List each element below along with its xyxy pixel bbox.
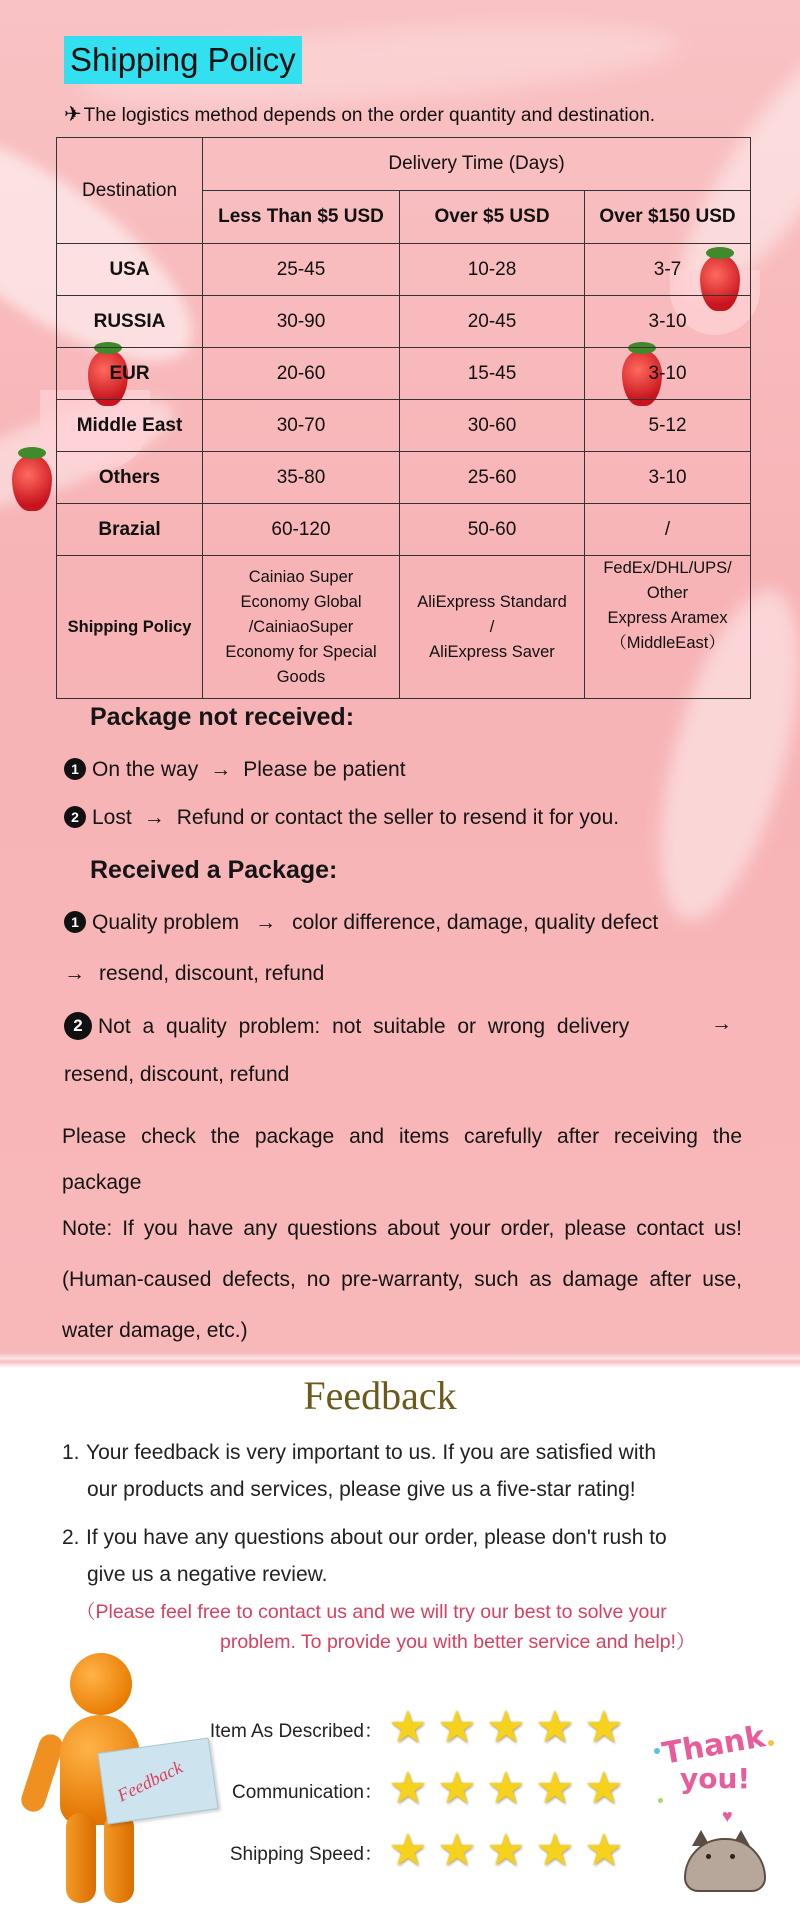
table-cell: 25-45	[203, 244, 400, 296]
policy-line: FedEx/DHL/UPS/	[603, 559, 732, 577]
shipping-policy-label: Shipping Policy	[57, 556, 203, 699]
table-row	[57, 244, 751, 296]
rating-label: Communication：	[232, 1782, 383, 1803]
item-text: color difference, damage, quality defect	[292, 911, 659, 934]
policy-line: Other	[646, 584, 689, 602]
star-icon[interactable]: ★	[535, 1825, 575, 1876]
column-header: Over $5 USD	[400, 191, 585, 244]
policy-line: AliExpress Standard	[417, 592, 567, 611]
item-text: Not a quality problem: not suitable or wrong delivery	[98, 1015, 630, 1038]
star-icon[interactable]: ★	[437, 1825, 477, 1876]
star-icon[interactable]: ★	[388, 1825, 428, 1876]
item-text: On the way	[92, 758, 199, 781]
item-text: resend, discount, refund	[99, 962, 325, 985]
item-text: If you have any questions about our order, please don't rush to	[86, 1526, 667, 1549]
feedback-note: （Please feel free to contact us and we will try our best to solve your	[76, 1601, 667, 1623]
received-item	[64, 911, 658, 935]
policy-cell	[400, 556, 585, 699]
star-icon[interactable]: ★	[437, 1702, 477, 1753]
thank-text: Thank	[659, 1719, 768, 1772]
feedback-sign	[98, 1738, 219, 1825]
star-icon[interactable]: ★	[535, 1763, 575, 1814]
not-received-item	[64, 806, 619, 830]
policy-line: /CainiaoSuper	[248, 617, 354, 636]
policy-line: AliExpress Saver	[429, 642, 555, 661]
star-icon[interactable]: ★	[486, 1702, 526, 1753]
column-header: Over $150 USD	[585, 191, 751, 244]
table-cell: /	[585, 504, 751, 556]
star-icon[interactable]: ★	[388, 1763, 428, 1814]
item-number: 1.	[62, 1441, 80, 1464]
policy-line: /	[489, 617, 495, 636]
destination-cell: Others	[57, 452, 203, 504]
table-cell: 60-120	[203, 504, 400, 556]
policy-cell	[203, 556, 400, 699]
feedback-note: problem. To provide you with better service and help!）	[220, 1631, 696, 1653]
table-cell: 30-90	[203, 296, 400, 348]
column-header: Less Than $5 USD	[203, 191, 400, 244]
not-received-item	[64, 758, 406, 782]
star-icon[interactable]: ★	[486, 1825, 526, 1876]
shipping-policy-row	[57, 556, 751, 699]
table-cell: 25-60	[400, 452, 585, 504]
feedback-item	[62, 1434, 742, 1508]
thank-you-cat-icon	[648, 1719, 788, 1908]
destination-header: Destination	[57, 138, 203, 244]
table-row	[57, 400, 751, 452]
feedback-title: Feedback	[303, 1373, 457, 1418]
star-icon[interactable]: ★	[388, 1702, 428, 1753]
destination-cell: Middle East	[57, 400, 203, 452]
star-icon[interactable]: ★	[437, 1763, 477, 1814]
table-cell: 3-10	[585, 452, 751, 504]
feedback-section	[0, 1368, 800, 1911]
table-cell: 3-10	[585, 348, 751, 400]
package-not-received-heading: Package not received:	[90, 703, 355, 731]
table-row	[57, 348, 751, 400]
table-cell: 3-7	[585, 244, 751, 296]
policy-line: （MiddleEast）	[610, 634, 725, 652]
page-title: Shipping Policy	[64, 36, 302, 84]
table-cell: 15-45	[400, 348, 585, 400]
arrow-right-icon: →	[255, 911, 277, 934]
item-text: resend, discount, refund	[64, 1063, 290, 1086]
item-text: our products and services, please give us a five-star rating!	[87, 1478, 636, 1501]
table-cell: 50-60	[400, 504, 585, 556]
star-icon[interactable]: ★	[584, 1825, 624, 1876]
received-item-continued	[64, 962, 324, 986]
destination-cell: EUR	[57, 348, 203, 400]
table-cell: 20-60	[203, 348, 400, 400]
destination-cell: RUSSIA	[57, 296, 203, 348]
table-row	[57, 452, 751, 504]
check-package-text: Please check the package and items carefully after receiving the package	[62, 1125, 742, 1194]
table-row	[57, 504, 751, 556]
rating-label: Item As Described：	[209, 1721, 383, 1742]
arrow-right-icon: →	[210, 758, 232, 781]
intro-text: The logistics method depends on the order quantity and destination.	[83, 105, 656, 126]
arrow-right-icon: →	[64, 962, 85, 985]
arrow-right-icon: →	[143, 806, 165, 829]
number-badge: 1	[64, 758, 86, 780]
cat-icon	[684, 1828, 762, 1888]
table-cell: 35-80	[203, 452, 400, 504]
policy-line: Economy for Special	[225, 642, 377, 661]
star-icon[interactable]: ★	[584, 1702, 624, 1753]
received-item	[64, 1012, 744, 1040]
star-icon[interactable]: ★	[535, 1702, 575, 1753]
number-badge: 2	[64, 1012, 92, 1040]
table-cell: 3-10	[585, 296, 751, 348]
item-text: Refund or contact the seller to resend it for you.	[176, 806, 620, 829]
policy-line: Goods	[276, 667, 326, 686]
feedback-item	[62, 1519, 742, 1593]
policy-line: Express Aramex	[607, 609, 728, 627]
note-text: Note: If you have any questions about your order, please contact us! (Human-caused defects, no pre-warranty, such as damage after use, water damage, etc.)	[62, 1217, 742, 1342]
item-text: Lost	[92, 806, 132, 829]
thank-text: you!	[680, 1762, 751, 1795]
policy-line: Economy Global	[240, 592, 362, 611]
airplane-icon: ✈	[64, 102, 82, 126]
heart-icon: ♥	[722, 1806, 733, 1826]
item-text: Please be patient	[243, 758, 406, 781]
rating-label: Shipping Speed：	[229, 1844, 383, 1865]
table-row	[57, 296, 751, 348]
received-item-continued	[64, 1063, 289, 1087]
delivery-time-header: Delivery Time (Days)	[203, 138, 751, 191]
item-text: give us a negative review.	[87, 1563, 328, 1586]
table-cell: 10-28	[400, 244, 585, 296]
section-divider	[0, 1352, 800, 1368]
number-badge: 2	[64, 806, 86, 828]
sign-text: Feedback	[113, 1756, 186, 1806]
item-text: Your feedback is very important to us. If you are satisfied with	[86, 1441, 657, 1464]
destination-cell: Brazial	[57, 504, 203, 556]
destination-cell: USA	[57, 244, 203, 296]
intro-line	[64, 99, 655, 131]
star-icon[interactable]: ★	[486, 1763, 526, 1814]
table-cell: 30-70	[203, 400, 400, 452]
policy-line: Cainiao Super	[248, 567, 354, 586]
received-package-heading: Received a Package:	[90, 856, 338, 884]
feedback-figure-icon	[30, 1653, 220, 1908]
table-cell: 20-45	[400, 296, 585, 348]
table-cell: 30-60	[400, 400, 585, 452]
policy-cell	[585, 556, 751, 699]
arrow-right-icon: →	[711, 1012, 732, 1035]
delivery-time-table	[56, 137, 751, 699]
number-badge: 1	[64, 911, 86, 933]
table-cell: 5-12	[585, 400, 751, 452]
item-text: Quality problem	[92, 911, 240, 934]
star-icon[interactable]: ★	[584, 1763, 624, 1814]
item-number: 2.	[62, 1526, 80, 1549]
